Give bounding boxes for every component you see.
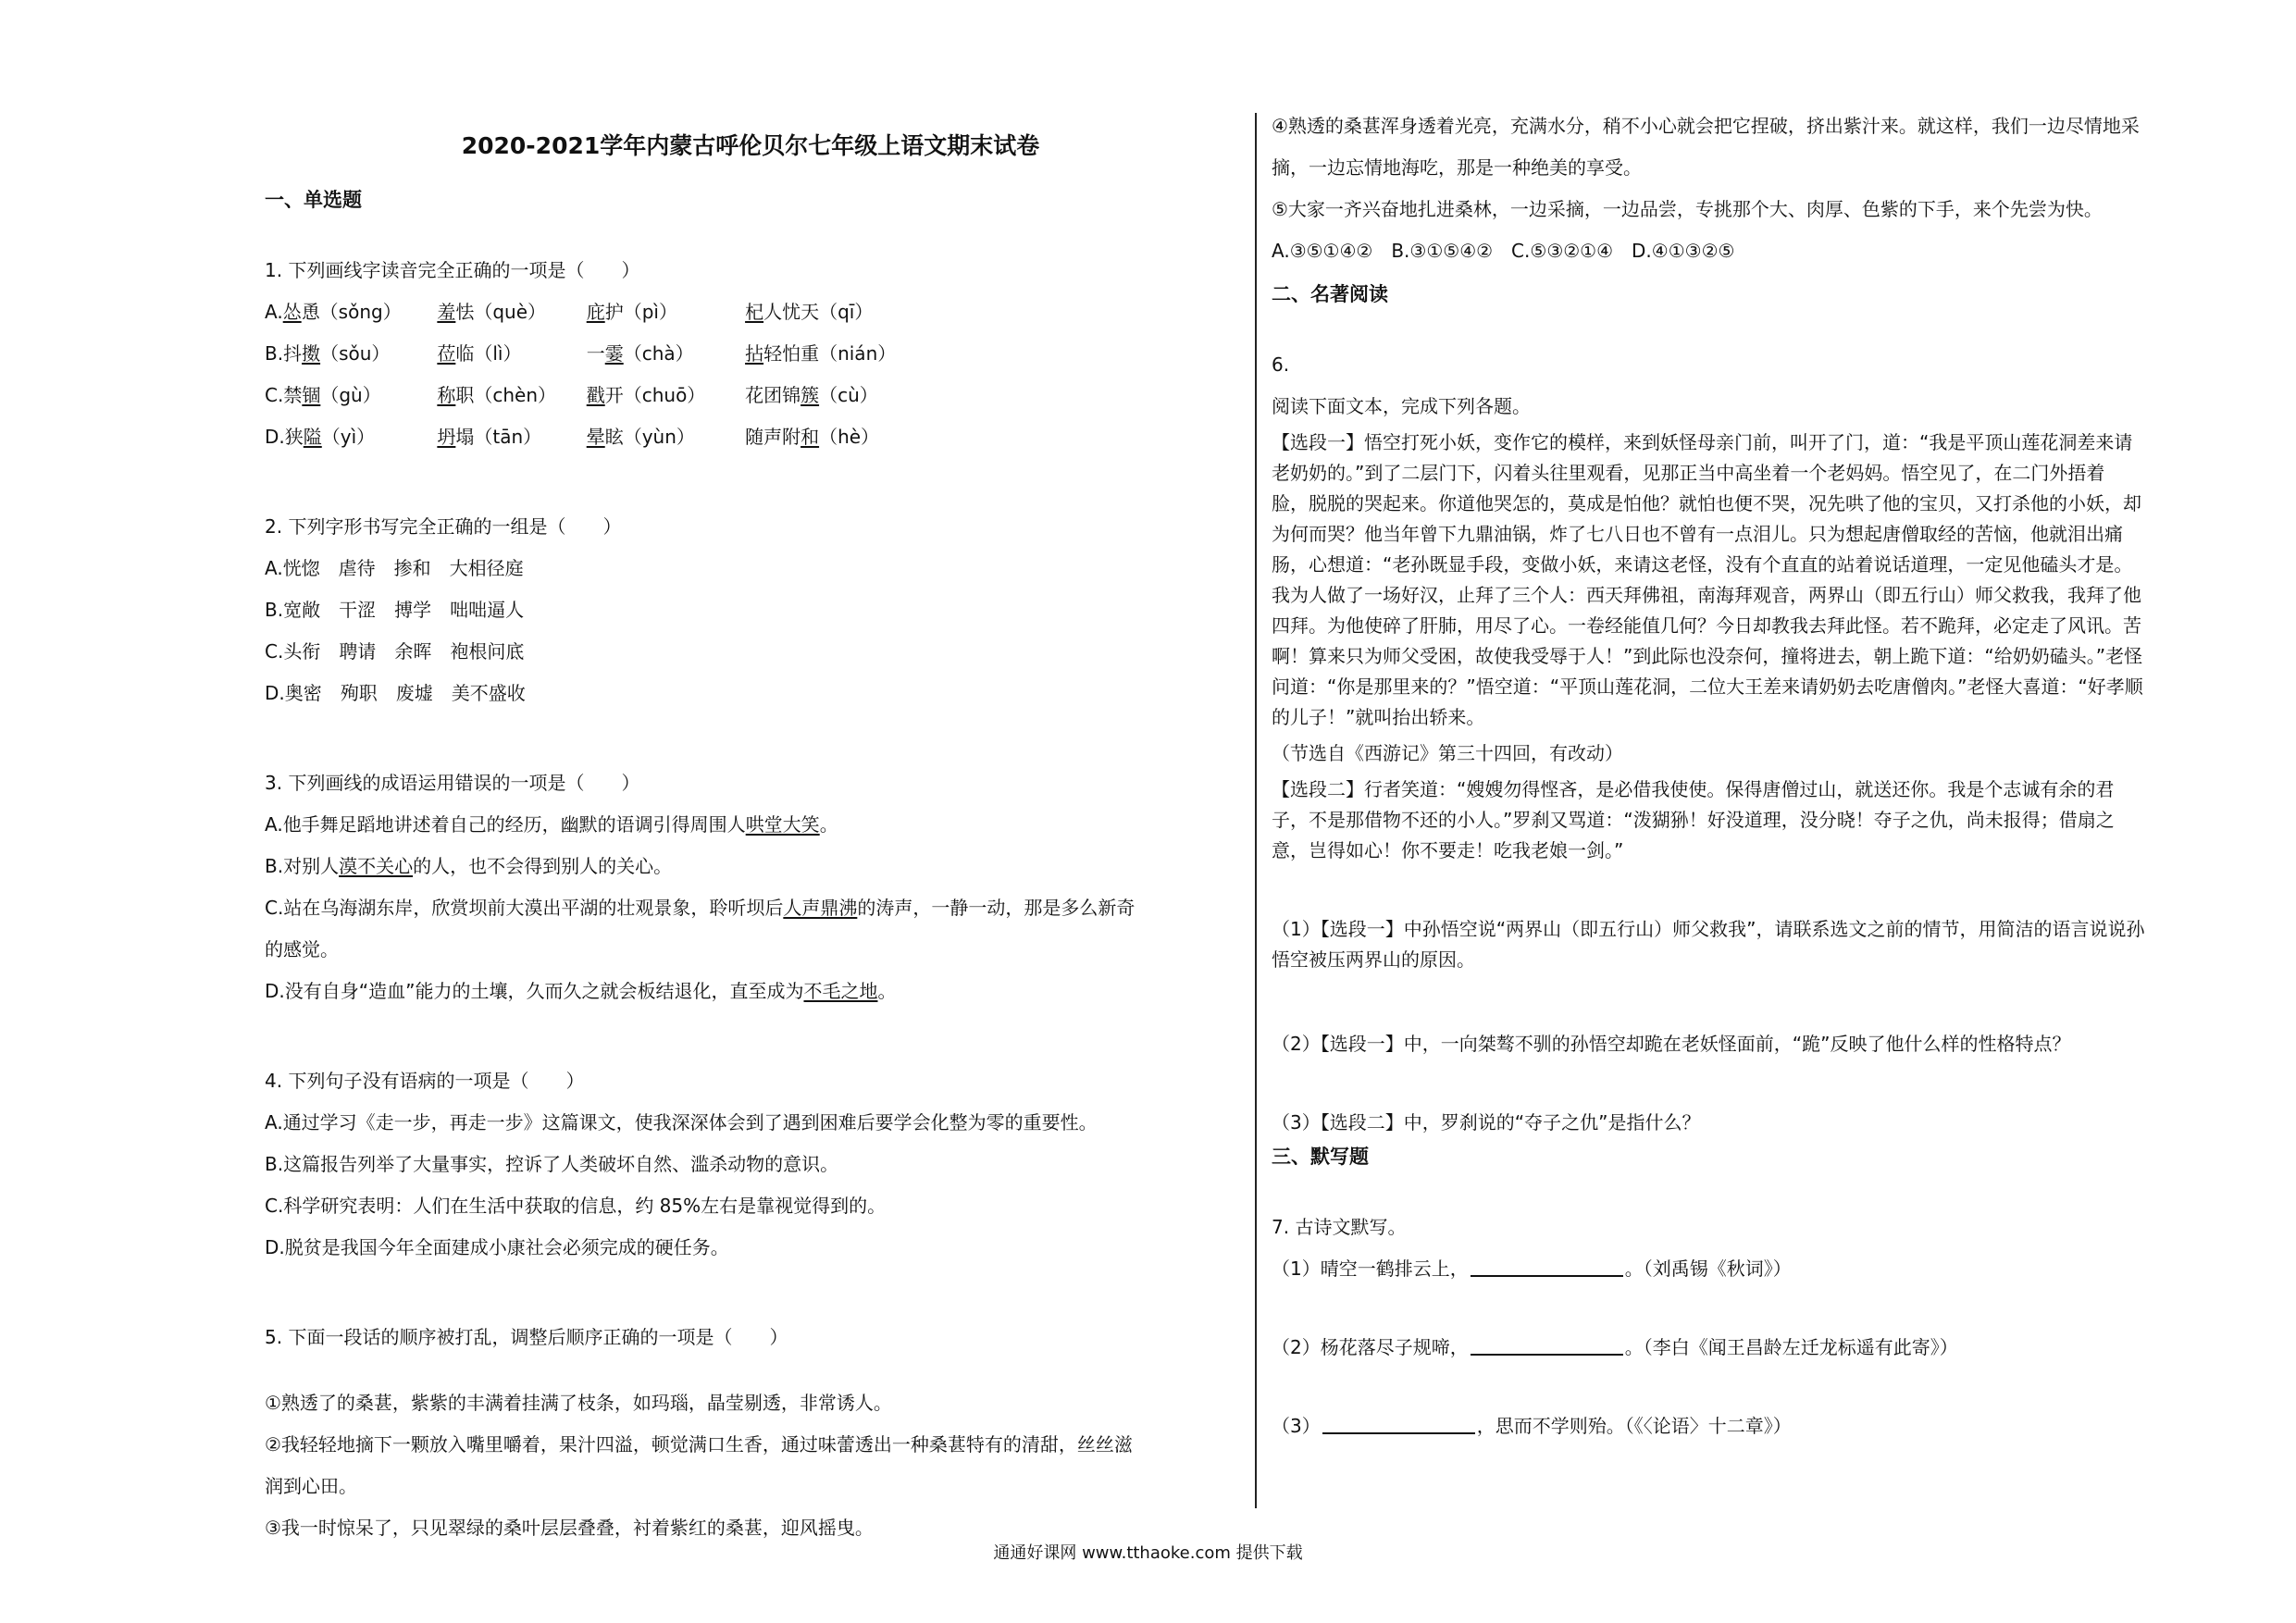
- q4-option-a: A.通过学习《走一步，再走一步》这篇课文，使我深深体会到了遇到困难后要学会化整为零的重要性。: [265, 1111, 1098, 1134]
- q2-option-a: A.恍惚 虐待 掺和 大相径庭: [265, 557, 524, 579]
- q7-blank-2[interactable]: [1471, 1333, 1623, 1356]
- section-heading-dictation: 三、默写题: [1272, 1146, 1369, 1168]
- q6-passage-2: 【选段二】行者笑道：“嫂嫂勿得悭吝，是必借我使使。保得唐僧过山，就送还你。我是个志诚有余的君 子，不是那借物不还的小人。”罗刹又骂道：“泼猢狲！好没道理，没分晓！夺子之仇，尚未报得；借扇之 意，岂得如心！你不要走！吃我老娘一剑。”: [1272, 778, 2115, 861]
- q2-stem: 2. 下列字形书写完全正确的一组是（ ）: [265, 515, 622, 538]
- q1-option-a: A.怂恿（sǒng） 羞怯（què） 庇护（pì） 杞人忧天（qī）: [265, 301, 874, 323]
- column-divider: [1255, 113, 1257, 1508]
- q3-option-d: D.没有自身“造血”能力的土壤，久而久之就会板结退化，直至成为不毛之地。: [265, 980, 897, 1002]
- q2-option-d: D.奥密 殉职 废墟 美不盛收: [265, 682, 526, 704]
- q4-option-b: B.这篇报告列举了大量事实，控诉了人类破坏自然、滥杀动物的意识。: [265, 1153, 839, 1175]
- q6-sub1-continued: 悟空被压两界山的原因。: [1272, 948, 1475, 971]
- q5-sentence-4-continued: 摘，一边忘情地海吃，那是一种绝美的享受。: [1272, 156, 1642, 179]
- q6-sub3: （3）【选段二】中，罗刹说的“夺子之仇”是指什么？: [1272, 1111, 1701, 1134]
- q6-passage-1: 【选段一】悟空打死小妖，变作它的模样，来到妖怪母亲门前，叫开了门，道：“我是平顶山莲花洞差来请 老奶奶的。”到了二层门下，闪着头往里观看，见那正当中高坐着一个老妈妈。悟空见了，在二门外捂着 脸，脱脱的哭起来。你道他哭怎的，莫成是怕他？就怕也便不哭，况先哄了他的宝贝，又打杀他的小妖，却 为何而哭？他当年曾下九鼎油锅，炸了七八日也不曾有一点泪儿。只为想起唐僧取经的苦恼，他就泪出痛 肠，心想道：“老孙既显手段，变做小妖，来请这老怪，没有个直直的站着说话道理，一定见他磕头才是。 我为人做了一场好汉，止拜了三个人：西天拜佛祖，南海拜观音，两界山（即五行山）师父救我，我拜了他 四拜。为他使碎了肝肺，用尽了心。一卷经能值几何？今日却教我去拜此怪。若不跪拜，必定走了风讯。苦 啊！算来只为师父受困，故使我受辱于人！”到此际也没奈何，撞将进去，朝上跪下道：“给奶奶磕头。”老怪 问道：“你是那里来的？”悟空道：“平顶山莲花洞，二位大王差来请奶奶去吃唐僧肉。”老怪大喜道：“好孝顺 的儿子！”就叫抬出轿来。: [1272, 431, 2143, 728]
- q7-stem: 7. 古诗文默写。: [1272, 1216, 1407, 1238]
- q7-line-3: （3） ，思而不学则殆。（《〈论语〉十二章》）: [1272, 1406, 2253, 1447]
- page-footer: 通通好课网 www.tthaoke.com 提供下载: [993, 1543, 1303, 1563]
- q2-option-b: B.宽敞 干涩 搏学 咄咄逼人: [265, 599, 525, 621]
- q5-sentence-5: ⑤大家一齐兴奋地扎进桑林，一边采摘，一边品尝，专挑那个大、肉厚、色紫的下手，来个先尝为快。: [1272, 198, 2103, 220]
- q5-sentence-2: ②我轻轻地摘下一颗放入嘴里嚼着，果汁四溢，顿觉满口生香，通过味蕾透出一种桑葚特有的清甜，丝丝滋: [265, 1433, 1133, 1456]
- q7-blank-1[interactable]: [1471, 1255, 1623, 1277]
- q4-stem: 4. 下列句子没有语病的一项是（ ）: [265, 1070, 585, 1092]
- q1-option-d: D.狭隘（yì） 坍塌（tān） 晕眩（yùn） 随声附和（hè）: [265, 426, 880, 448]
- q5-sentence-3: ③我一时惊呆了，只见翠绿的桑叶层层叠叠，衬着紫红的桑葚，迎风摇曳。: [265, 1517, 874, 1539]
- q5-sentence-1: ①熟透了的桑葚，紫紫的丰满着挂满了枝条，如玛瑙，晶莹剔透，非常诱人。: [265, 1392, 892, 1414]
- section-heading-classic-reading: 二、名著阅读: [1272, 283, 1388, 305]
- q6-intro: 阅读下面文本，完成下列各题。: [1272, 395, 1531, 417]
- q7-blank-3[interactable]: [1322, 1412, 1475, 1434]
- right-column: [1272, 105, 2253, 1447]
- q2-option-c: C.头衔 聘请 余晖 袍根问底: [265, 640, 525, 663]
- q3-stem: 3. 下列画线的成语运用错误的一项是（ ）: [265, 772, 640, 794]
- q6-source: （节选自《西游记》第三十四回，有改动）: [1272, 742, 1623, 764]
- q1-stem: 1. 下列画线字读音完全正确的一项是（ ）: [265, 259, 640, 281]
- q4-option-c: C.科学研究表明：人们在生活中获取的信息，约 85%左右是靠视觉得到的。: [265, 1195, 887, 1217]
- q7-line-2: （2）杨花落尽子规啼， 。（李白《闻王昌龄左迁龙标遥有此寄》）: [1272, 1327, 2253, 1369]
- q1-option-c: C.禁锢（gù） 称职（chèn） 戳开（chuō） 花团锦簇（cù）: [265, 384, 878, 406]
- q4-option-d: D.脱贫是我国今年全面建成小康社会必须完成的硬任务。: [265, 1236, 729, 1258]
- q1-option-b: B.抖擞（sǒu） 莅临（lì） 一霎（chà） 拈轻怕重（nián）: [265, 342, 897, 365]
- q6-sub2: （2）【选段一】中，一向桀骜不驯的孙悟空却跪在老妖怪面前，“跪”反映了他什么样的性格特点？: [1272, 1033, 2071, 1055]
- q3-option-b: B.对别人漠不关心的人，也不会得到别人的关心。: [265, 855, 673, 877]
- q5-stem: 5. 下面一段话的顺序被打乱，调整后顺序正确的一项是（ ）: [265, 1326, 788, 1348]
- q3-option-c-continued: 的感觉。: [265, 938, 339, 960]
- q5-sentence-4: ④熟透的桑葚浑身透着光亮，充满水分，稍不小心就会把它捏破，挤出紫汁来。就这样，我们一边尽情地采: [1272, 115, 2140, 137]
- left-column: [265, 120, 1236, 1549]
- q5-options: A.③⑤①④② B.③①⑤④② C.⑤③②①④ D.④①③②⑤: [1272, 240, 1735, 262]
- q6-sub1: （1）【选段一】中孙悟空说“两界山（即五行山）师父救我”，请联系选文之前的情节，用简洁的语言说说孙: [1272, 918, 2145, 940]
- page-title: 2020-2021学年内蒙古呼伦贝尔七年级上语文期末试卷: [461, 132, 1040, 159]
- q3-option-a: A.他手舞足蹈地讲述着自己的经历，幽默的语调引得周围人哄堂大笑。: [265, 813, 838, 836]
- q3-option-c: C.站在乌海湖东岸，欣赏坝前大漠出平湖的壮观景象，聆听坝后人声鼎沸的涛声，一静一动，那是多么新奇: [265, 897, 1136, 919]
- q6-number: 6.: [1272, 353, 1290, 376]
- section-heading-single-choice: 一、单选题: [265, 189, 362, 211]
- q5-sentence-2-continued: 润到心田。: [265, 1475, 357, 1497]
- q7-line-1: （1）晴空一鹤排云上， 。（刘禹锡《秋词》）: [1272, 1248, 2253, 1290]
